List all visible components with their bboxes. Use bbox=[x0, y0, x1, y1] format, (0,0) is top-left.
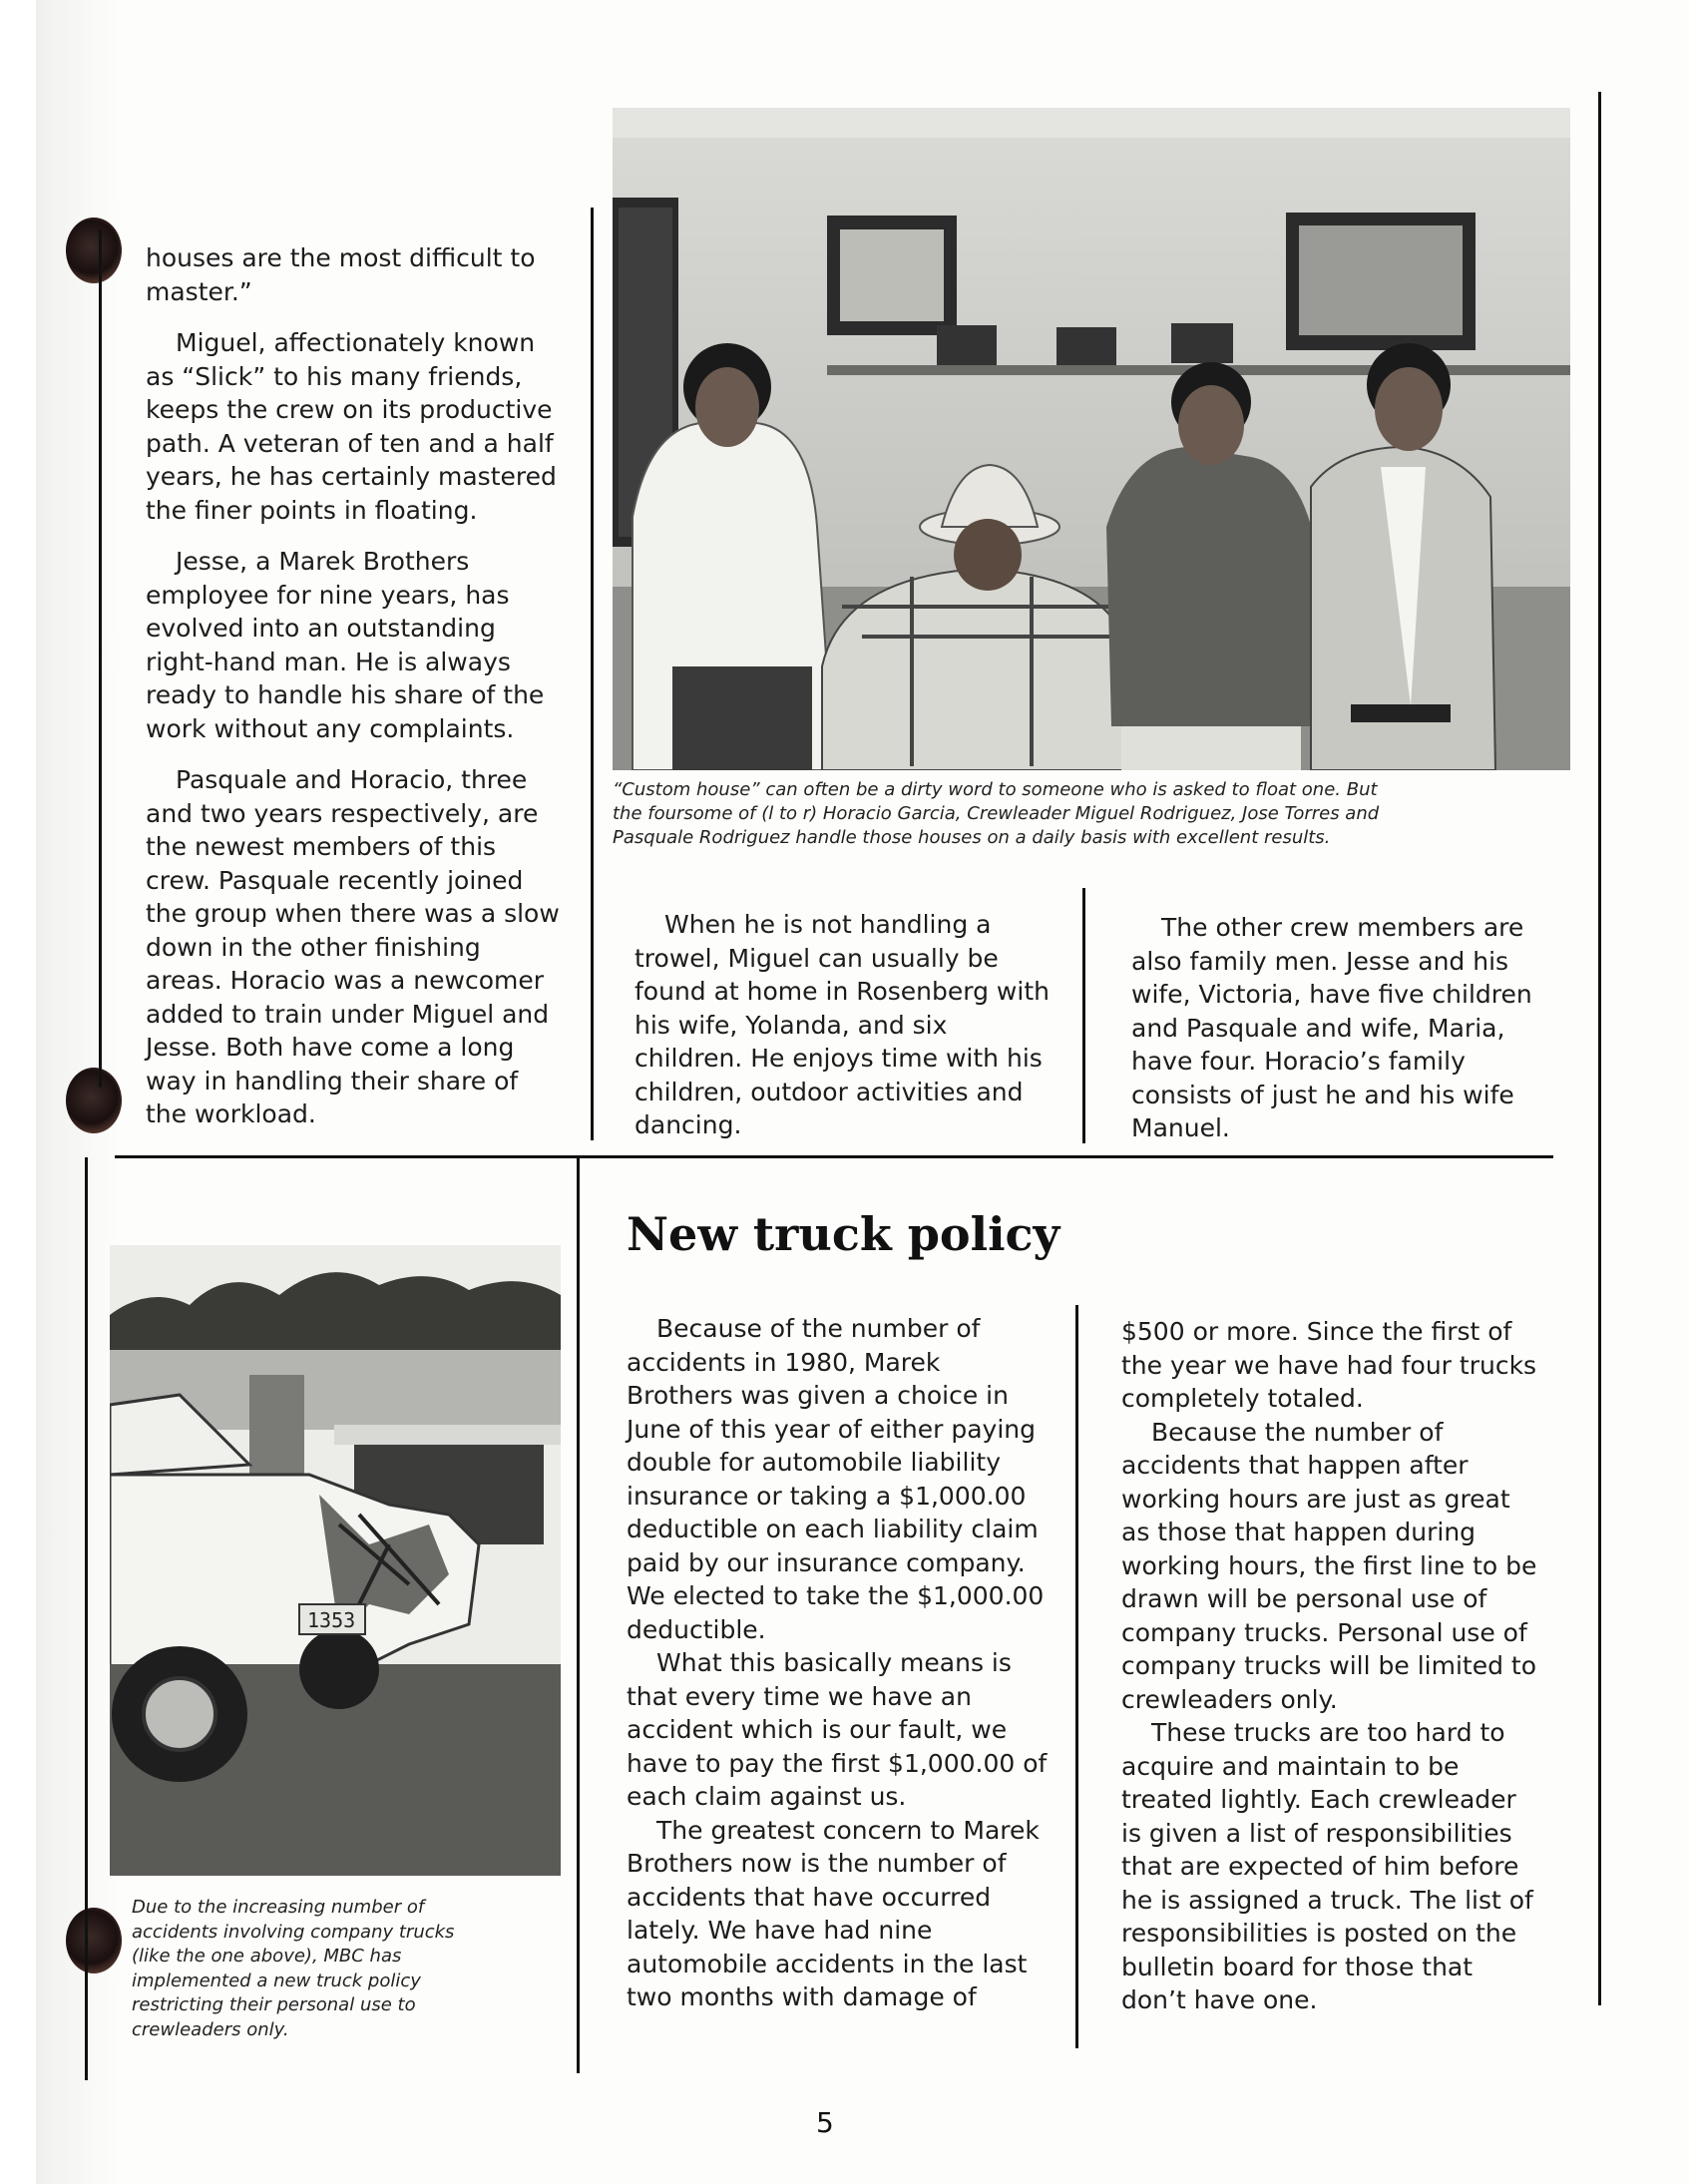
binder-hole-top bbox=[66, 218, 122, 283]
paragraph: These trucks are too hard to acquire and maintain to be treated lightly. Each crewleader is given a list of responsibilities that are expected of him before he is assigned a truck. The list of responsibilities is posted on the bulletin board for those that don’t have one. bbox=[1121, 1718, 1533, 2014]
paragraph: Pasquale and Horacio, three and two years respectively, are the newest members of this crew. Pasquale recently joined the group when there was a slow down in the other finishing areas. Horacio was a newcomer added to train under Miguel and Jesse. Both have come a long way in handling their share of the workload. bbox=[146, 765, 560, 1128]
paragraph: houses are the most difficult to master.” bbox=[146, 243, 536, 306]
paragraph: When he is not handling a trowel, Miguel can usually be found at home in Rosenberg with his wife, Yolanda, and six children. He enjoys time with his children, outdoor activities and dancing. bbox=[634, 910, 1050, 1139]
crew-photo-image bbox=[613, 108, 1570, 770]
rule-top-divider bbox=[591, 208, 594, 1140]
wrecked-truck-image bbox=[110, 1245, 561, 1876]
truck-article-headline: New truck policy bbox=[627, 1207, 1060, 1261]
page-edge bbox=[0, 0, 36, 2184]
binder-hole-middle bbox=[66, 1068, 122, 1133]
rule-top-mid bbox=[1082, 888, 1085, 1143]
rule-bottom-mid bbox=[1075, 1305, 1078, 2048]
crew-article-left-column bbox=[146, 241, 565, 1149]
crew-photo bbox=[613, 108, 1570, 770]
crew-article-right-column bbox=[1131, 911, 1540, 1145]
paragraph: Miguel, affectionately known as “Slick” to his many friends, keeps the crew on its productive path. A veteran of ten and a half years, he has certainly mastered the finer points in floating. bbox=[146, 328, 557, 525]
rule-left-margin bbox=[99, 229, 102, 1088]
paragraph: The other crew members are also family men. Jesse and his wife, Victoria, have five children and Pasquale and wife, Maria, have four. Horacio’s family consists of just he and his wife Manuel. bbox=[1131, 913, 1532, 1142]
rule-right-margin bbox=[1598, 92, 1601, 2005]
truck-article-right-column bbox=[1121, 1315, 1542, 2017]
paragraph: Because of the number of accidents in 1980, Marek Brothers was given a choice in June of this year of either paying double for automobile liability insurance or taking a $1,000.00 deductible on each liability claim paid by our insurance company. We elected to take the $1,000.00 deductible. bbox=[627, 1314, 1045, 1644]
page-number: 5 bbox=[816, 2106, 834, 2139]
paragraph: $500 or more. Since the first of the year we have had four trucks completely totaled. bbox=[1121, 1317, 1537, 1413]
truck-article-middle-column bbox=[627, 1312, 1051, 2014]
crew-article-middle-column bbox=[634, 908, 1058, 1142]
binder-hole-bottom bbox=[66, 1908, 122, 1973]
rule-left-margin-lower bbox=[85, 1157, 88, 2080]
rule-section-divider bbox=[115, 1155, 1553, 1158]
license-plate-text: 1353 bbox=[307, 1608, 356, 1632]
paragraph: What this basically means is that every time we have an accident which is our fault, we have to pay the first $1,000.00 of each claim against us. bbox=[627, 1648, 1048, 1811]
paragraph: The greatest concern to Marek Brothers now is the number of accidents that have occurred lately. We have had nine automobile accidents in the last two months with damage of bbox=[627, 1815, 1040, 2011]
paragraph: Because the number of accidents that happen after working hours are just as great as those that happen during working hours, the first line to be drawn will be personal use of company trucks. Personal use of company trucks will be limited to crewleaders only. bbox=[1121, 1417, 1537, 1714]
crew-photo-caption: “Custom house” can often be a dirty word to someone who is asked to float one. But the foursome of (l to r) Horacio Garcia, Crewleader Miguel Rodriguez, Jose Torres and Pasquale Rodriguez handle those houses on a daily basis with excellent results. bbox=[613, 779, 1380, 848]
paragraph: Jesse, a Marek Brothers employee for nine years, has evolved into an outstanding right-hand man. He is always ready to handle his share of the work without any complaints. bbox=[146, 547, 545, 743]
rule-bottom-divider bbox=[577, 1157, 580, 2073]
truck-photo-caption: Due to the increasing number of accidents involving company trucks (like the one above), MBC has implemented a new truck policy restricting their personal use to crewleaders only. bbox=[132, 1897, 455, 2040]
wrecked-truck-photo bbox=[110, 1245, 561, 1876]
